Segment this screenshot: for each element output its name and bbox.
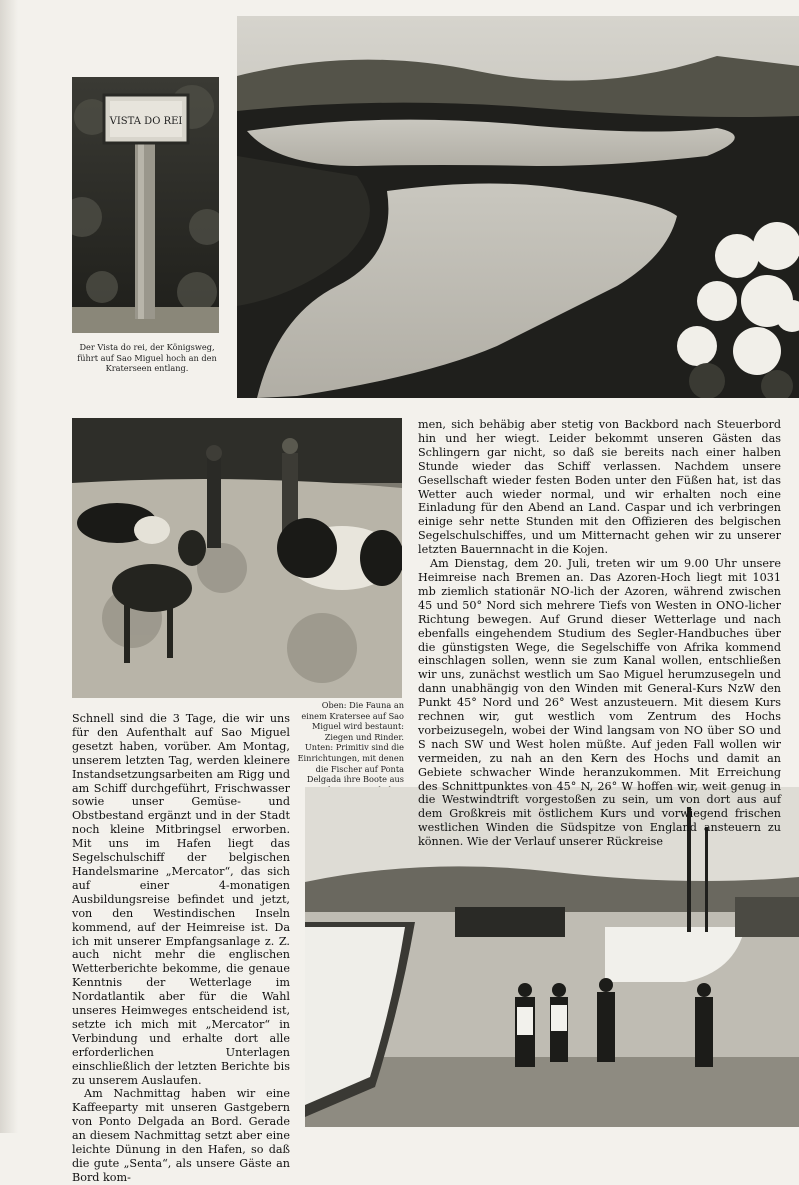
article-paragraph: Am Dienstag, dem 20. Juli, treten wir um 9.00 Uhr unsere Heimreise nach Bremen an. Das Azoren-Hoch liegt mit 1031 mb ziemlich stationär NO-lich der Azoren, während zwischen 45 und 50° Nord sich mehrere Tiefs von Westen in ONO-licher Richtung bewegen. Auf Grund dieser Wetterlage und nach ebenfalls eingehendem Studium des Segler-Handbuches über die günstigsten Wege, die Segelschiffe von Afrika kommend einschlagen sollen, wenn sie zum Kanal wollen, entschließen wir uns, zunächst westlich um Sao Miguel herumzusegeln und dann unabhängig von den Winden mit General-Kurs NzW den Punkt 45° Nord und 26° West anzusteuern. Mit diesem Kurs rechnen wir, gut westlich vom Zentrum des Hochs vorbeizusegeln, wobei der Wind langsam von NO über SO und S nach SW und West holen müßte. Auf jeden Fall wollen wir vermeiden, zu nah an den Kern des Hochs und damit an Gebiete schwacher Winde heranzukommen. Mit Erreichung des Schnittpunktes von 45° N, 26° W hoffen wir, weit genug in die Westwindtrift vorgestoßen zu sein, um von dort aus auf dem Großkreis mit östlichem Kurs und vorwiegend frischen westlichen Winden die Südspitze von England ansteuern zu können. Wie der Verlauf unserer Rückreise <box>418 557 781 849</box>
article-paragraph: Schnell sind die 3 Tage, die wir uns für den Aufenthalt auf Sao Miguel gesetzt haben, vorüber. Am Montag, unserem letzten Tag, werden kleinere Instandsetzungsarbeiten am Rigg und am Schiff durchgeführt, Frischwasser sowie unser Gemüse- und Obstbestand ergänzt und in der Stadt noch kleine Mitbringsel erworben. Mit uns im Hafen liegt das Segelschulschiff der belgischen Handelsmarine „Mercator“, das sich auf einer 4-monatigen Ausbildungsreise befindet und jetzt, von den Westindischen Inseln kommend, auf der Heimreise ist. Da ich mit unserer Empfangsanlage z. Z. auch nicht mehr die englischen Wetterberichte bekomme, die genaue Kenntnis der Wetterlage im Nordatlantik aber für die Wahl unseres Heimweges entscheidend ist, setzte ich mich mit „Mercator“ in Verbindung und erhalte dort alle erforderlichen Unterlagen einschließlich der letzten Berichte bis zu unserem Auslaufen. <box>72 712 290 1087</box>
sign-text: VISTA DO REI <box>109 116 183 127</box>
goats-photo <box>72 418 402 698</box>
article-paragraph: Am Nachmittag haben wir eine Kaffeeparty mit unseren Gastgebern von Ponto Delgada an Bord. Gerade an diesem Nachmittag setzt aber eine leichte Dünung in den Hafen, so daß die gute „Senta“, als unsere Gäste an Bord kom- <box>72 1087 290 1184</box>
fauna-caption-bottom: Unten: Primitiv sind die Einrichtungen, mit denen die Fischer auf Ponta Delgada ihre Boote aus <box>297 742 404 785</box>
sign-photo <box>72 77 219 333</box>
article-right-column <box>418 418 781 849</box>
page-fold-shadow <box>0 0 18 1133</box>
crater-lake-photo <box>237 16 799 398</box>
article-paragraph: men, sich behäbig aber stetig von Backbord nach Steuerbord hin und her wiegt. Leider bekommt unseren Gästen das Schlingern gar nicht, so daß sie bereits nach einer halben Stunde wieder das Schiff verlassen. Nachdem unsere Gesellschaft wieder festen Boden unter den Füßen hat, ist das Wetter auch wieder normal, und wir erhalten noch eine Einladung für den Abend an Land. Caspar und ich verbringen einige sehr nette Stunden mit den Offizieren des belgischen Segelschulschiffes, und um Mitternacht gehen wir zu unserer letzten Bauernnacht in die Kojen. <box>418 418 781 557</box>
fauna-caption-top: Oben: Die Fauna an einem Kratersee auf Sao Miguel wird bestaunt: Ziegen und Rinder. <box>301 700 404 742</box>
sign-photo-caption: Der Vista do rei, der Königsweg, führt auf Sao Miguel hoch an den Kraterseen entlang. <box>77 342 217 374</box>
article-left-column <box>72 712 290 1185</box>
